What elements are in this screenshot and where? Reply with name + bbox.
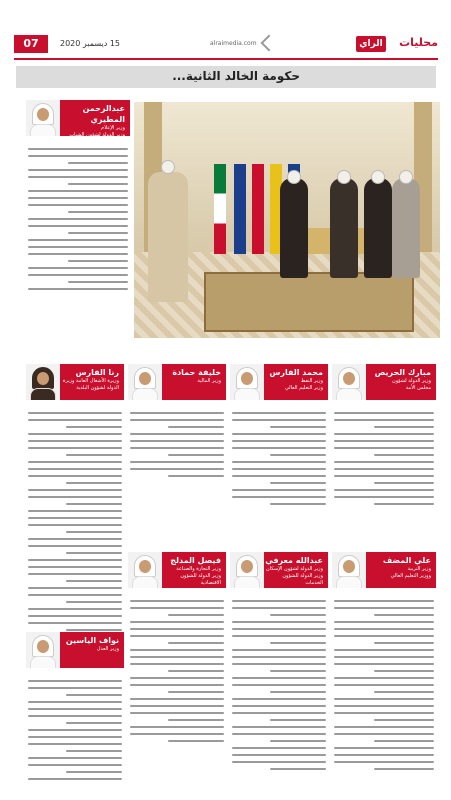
profile-name: خليفة حمادة — [172, 368, 221, 377]
profile-role-2: الدولة لشؤون البلدية — [76, 385, 119, 391]
cabinet-photo — [134, 102, 440, 338]
profile-header — [162, 552, 226, 588]
profile-role: وزير النفط — [300, 378, 323, 384]
profile-portrait — [128, 364, 162, 400]
profile-header — [366, 364, 436, 400]
profile-card — [230, 364, 328, 536]
photo-head — [337, 170, 351, 184]
profile-bio — [130, 412, 224, 536]
header-rule — [14, 58, 438, 60]
profile-portrait — [332, 364, 366, 400]
profile-role: وزير الإعلام — [101, 125, 125, 131]
photo-head — [287, 170, 301, 184]
title-bar — [16, 66, 436, 88]
section-title: محليات — [399, 36, 438, 49]
profile-name: نواف الياسين — [65, 636, 119, 645]
profile-header — [264, 552, 328, 588]
profile-card — [26, 100, 130, 336]
profile-name: مبارك الحريص — [374, 368, 431, 377]
profile-card — [26, 632, 124, 796]
profile-role: وزير الدولة لشؤون الإسكان — [266, 566, 323, 572]
profile-header — [264, 364, 328, 400]
profile-header — [162, 364, 226, 400]
photo-head — [371, 170, 385, 184]
flag-icon — [252, 164, 264, 254]
photo-rug — [204, 272, 414, 332]
profile-card — [332, 552, 436, 796]
page-headline: حكومة الخالد الثانية... — [172, 69, 300, 83]
kuwait-flag-icon — [214, 164, 226, 254]
flag-icon — [234, 164, 246, 254]
page-number: 07 — [14, 35, 48, 53]
profile-header — [366, 552, 436, 588]
profile-portrait — [26, 100, 60, 136]
profile-portrait — [230, 364, 264, 400]
profile-role-2: وزير الدولة للشؤون الاقتصادية — [180, 573, 221, 586]
site-url[interactable]: alraimedia.com — [210, 40, 257, 47]
profile-header — [60, 364, 124, 400]
profile-name: فيصل المدلج — [170, 556, 221, 565]
profile-bio — [28, 680, 122, 796]
profile-name: علي المضف — [382, 556, 431, 565]
profile-bio — [232, 412, 326, 536]
profile-role: وزيرة الأشغال العامة وزيرة — [62, 378, 119, 384]
profile-card — [332, 364, 436, 536]
site-logo-icon — [261, 35, 278, 52]
masthead — [14, 34, 438, 56]
profile-role-2: مجلس الأمة — [405, 385, 431, 391]
profile-name: عبدالرحمن المطيري — [82, 104, 125, 124]
photo-person — [392, 178, 420, 278]
profile-name: محمد الفارس — [269, 368, 323, 377]
profile-bio — [334, 600, 434, 796]
profile-role: وزير العدل — [96, 646, 119, 652]
profile-role: وزير التربية — [407, 566, 431, 572]
profile-role-2: ووزير التعليم العالي — [390, 573, 431, 579]
profile-header — [60, 100, 130, 136]
profile-card — [230, 552, 328, 796]
profile-role: وزير التجارة والصناعة — [176, 566, 221, 572]
profile-bio — [28, 148, 128, 336]
issue-date: 15 ديسمبر 2020 — [60, 39, 121, 48]
photo-person — [280, 178, 308, 278]
profile-portrait — [332, 552, 366, 588]
profile-portrait — [26, 632, 60, 668]
profile-name: عبدالله معرفي — [265, 556, 323, 565]
profile-portrait — [128, 552, 162, 588]
profile-name: رنا الفارس — [75, 368, 119, 377]
profile-role: وزير المالية — [197, 378, 221, 384]
photo-head — [161, 160, 175, 174]
profile-role-2: وزير الدولة للشؤون الخدمات — [282, 573, 323, 586]
photo-person — [148, 172, 188, 302]
photo-person — [364, 178, 392, 278]
newspaper-logo: الراي — [356, 36, 386, 52]
profile-portrait — [26, 364, 60, 400]
profile-bio — [130, 600, 224, 796]
profile-portrait — [230, 552, 264, 588]
profile-role-2: وزير التعليم العالي — [284, 385, 323, 391]
photo-person — [330, 178, 358, 278]
profile-card — [128, 552, 226, 796]
profile-role: وزير الدولة لشؤون — [392, 378, 431, 384]
photo-head — [399, 170, 413, 184]
profile-bio — [334, 412, 434, 536]
profile-bio — [232, 600, 326, 796]
profile-role-2: وزير الدولة لشؤون الشباب — [69, 132, 125, 138]
profile-header — [60, 632, 124, 668]
profile-card — [128, 364, 226, 536]
